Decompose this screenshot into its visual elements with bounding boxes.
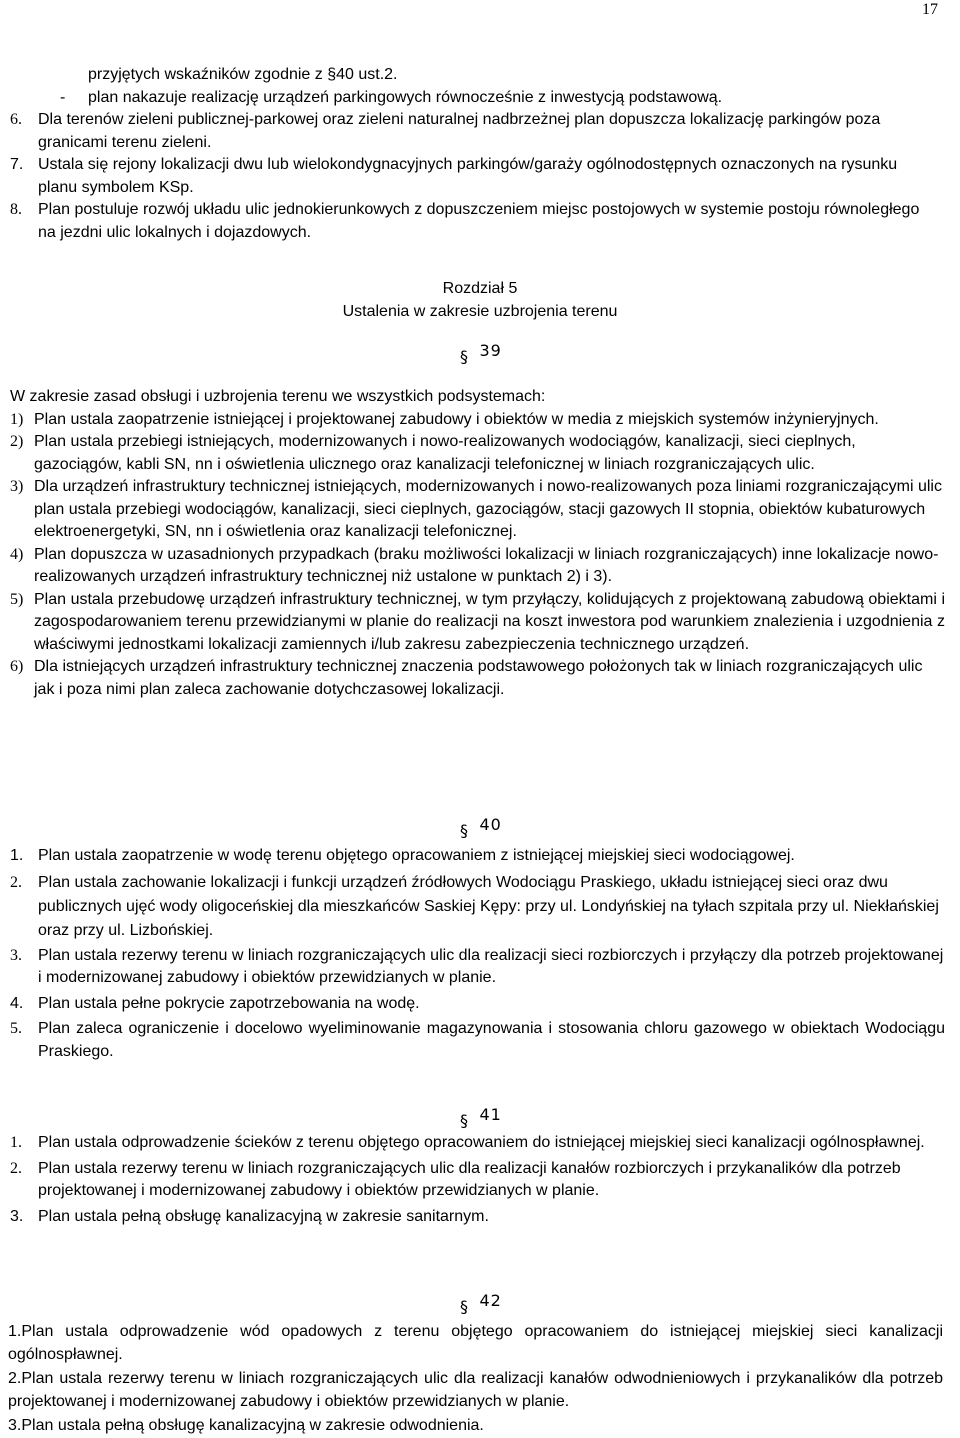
continuation-line: przyjętych wskaźników zgodnie z §40 ust.2. — [88, 66, 398, 83]
list-item-text: Plan ustala odprowadzenie ścieków z terenu objętego opracowaniem do istniejącej miejskiej sieci kanalizacji ogólnospławnej. — [38, 1134, 925, 1151]
list-item-text: Plan ustala rezerwy terenu w liniach rozgraniczających ulic dla realizacji sieci rozbiorczych i przyłączy dla potrzeb projektowanej i modernizowanej zabudowy i obiektów przewidzianych w planie. — [38, 946, 944, 986]
list-item — [10, 993, 945, 1016]
section-number: 41 — [479, 1105, 502, 1124]
page-number: 17 — [922, 1, 938, 18]
section-sign-icon: § — [460, 1111, 469, 1130]
section-41-body — [10, 1132, 945, 1228]
list-item-text: Ustala się rejony lokalizacji dwu lub wielokondygnacyjnych parkingów/garaży ogólnodostępnych oznaczonych na rysunku planu symbolem KSp. — [38, 156, 898, 196]
list-item — [10, 589, 945, 657]
list-item-text: Dla istniejących urządzeń infrastruktury technicznej znaczenia podstawowego położonych tak w liniach rozgraniczających ulic jak i poza nimi plan zaleca zachowanie dotychczasowej lokalizacji. — [34, 658, 923, 698]
list-item-text: Plan dopuszcza w uzasadnionych przypadkach (braku możliwości lokalizacji w liniach rozgraniczających) inne lokalizacje nowo-realizowanych urządzeń infrastruktury technicznej niż ustalone w punktach 2) i 3). — [34, 545, 939, 585]
section-heading-41 — [460, 1104, 502, 1128]
list-item — [10, 409, 945, 432]
paragraph: 2.Plan ustala rezerwy terenu w liniach rozgraniczających ulic dla realizacji kanałów odwodnieniowych i przykanalików dla potrzeb projektowanej i modernizowanej zabudowy i obiektów przewidzianych w planie. — [8, 1370, 943, 1410]
list-item — [10, 1206, 945, 1229]
list-item-number: 3. — [10, 1207, 24, 1225]
list-item-text: Dla terenów zieleni publicznej-parkowej oraz zieleni naturalnej nadbrzeżnej plan dopuszcza lokalizację parkingów poza granicami terenu zieleni. — [38, 111, 881, 151]
list-item — [10, 656, 945, 701]
section-intro: W zakresie zasad obsługi i uzbrojenia terenu we wszystkich podsystemach: — [10, 388, 546, 405]
section-sign-icon: § — [460, 347, 469, 366]
section-sign-icon: § — [460, 1297, 469, 1316]
list-item-number: 7. — [10, 156, 24, 173]
list-item-text: Plan ustala przebiegi istniejących, modernizowanych i nowo-realizowanych wodociągów, kanalizacji, sieci cieplnych, gazociągów, kabli SN, nn i oświetlenia ulicznego oraz kanalizacji telefonicznej w liniach rozgraniczających ulic. — [34, 433, 856, 473]
list-item-text: Plan postuluje rozwój układu ulic jednokierunkowych z dopuszczeniem miejsc postojowych w systemie postoju równoległego na jezdni ulic lokalnych i dojazdowych. — [38, 201, 920, 241]
list-item-number: 4. — [10, 994, 24, 1012]
list-item-number: 6) — [10, 658, 24, 675]
list-item-text: Plan zaleca ograniczenie i docelowo wyeliminowanie magazynowania i stosowania chloru gazowego w obiektach Wodociągu Praskiego. — [38, 1020, 945, 1060]
list-item-text: Plan ustala pełną obsługę kanalizacyjną w zakresie sanitarnym. — [38, 1207, 489, 1225]
dash-marker: - — [60, 88, 66, 106]
list-item — [10, 199, 940, 244]
list-item — [10, 1158, 945, 1203]
list-item — [10, 544, 945, 589]
list-item-number: 1. — [10, 847, 24, 864]
paragraph: 1.Plan ustala odprowadzenie wód opadowych z terenu objętego opracowaniem do istniejącej miejskiej sieci kanalizacji ogólnospławnej. — [8, 1323, 943, 1363]
list-item — [10, 1132, 945, 1155]
list-item-text: Plan ustala przebudowę urządzeń infrastruktury technicznej, w tym przyłączy, kolidujących z projektowaną zabudową obiektami i zagospodarowaniem terenu przewidzianymi w planie do realizacji na koszt inwestora pod warunkiem znalezienia i uzgodnienia z właściwymi jednostkami lokalizacji zamiennych i/lub zakresu zabezpieczenia technicznego urządzeń. — [34, 590, 945, 653]
list-item-number: 3) — [10, 478, 24, 495]
list-item-number: 2. — [10, 873, 22, 891]
list-item-number: 1) — [10, 410, 24, 428]
list-item — [10, 476, 945, 544]
section-number: 39 — [479, 341, 502, 360]
section-heading-39 — [460, 340, 502, 364]
list-item-text: Plan ustala rezerwy terenu w liniach rozgraniczających ulic dla realizacji kanałów rozbiorczych i przykanalików dla potrzeb projektowanej i modernizowanej zabudowy i obiektów przewidzianych w planie. — [38, 1159, 901, 1199]
section-number: 42 — [479, 1291, 502, 1310]
section-heading-40 — [460, 814, 502, 838]
section-heading-42 — [460, 1290, 502, 1314]
list-item-number: 6. — [10, 111, 22, 128]
dash-item-text: plan nakazuje realizację urządzeń parkingowych równocześnie z inwestycją podstawową. — [88, 88, 723, 106]
section-sign-icon: § — [460, 821, 469, 840]
chapter-title: Rozdział 5 — [442, 280, 518, 297]
list-item — [10, 871, 945, 943]
list-item-text: Plan ustala pełne pokrycie zapotrzebowania na wodę. — [38, 994, 420, 1012]
list-item — [10, 1018, 945, 1063]
list-item-text: Plan ustala zachowanie lokalizacji i funkcji urządzeń źródłowych Wodociągu Praskiego, układu istniejącej sieci oraz dwu publicznych ujęć wody oligoceńskiej dla mieszkańców Saskiej Kępy: przy ul. Londyńskiej na tyłach szpitala przy ul. Niekłańskiej oraz przy ul. Lizbońskiej. — [38, 873, 939, 939]
chapter-subtitle: Ustalenia w zakresie uzbrojenia terenu — [342, 302, 618, 320]
chapter-heading — [0, 278, 960, 323]
list-item-text: Plan ustala zaopatrzenie w wodę terenu objętego opracowaniem z istniejącej miejskiej sieci wodociągowej. — [38, 847, 795, 864]
list-item-number: 8. — [10, 201, 22, 218]
list-item-number: 3. — [10, 946, 22, 964]
list-item-number: 4) — [10, 545, 24, 563]
list-item-number: 1. — [10, 1134, 22, 1151]
list-item — [10, 154, 940, 199]
list-item — [10, 431, 945, 476]
list-item — [10, 945, 945, 990]
list-item — [10, 845, 945, 868]
paragraph: 3.Plan ustala pełną obsługę kanalizacyjną w zakresie odwodnienia. — [8, 1417, 484, 1434]
section-40-body — [10, 845, 945, 1063]
list-item-text: Dla urządzeń infrastruktury technicznej istniejących, modernizowanych i nowo-realizowanych poza liniami rozgraniczającymi ulic plan ustala przebiegi wodociągów, kanalizacji, sieci cieplnych, gazociągów, stacji gazowych II stopnia, obiektów kubaturowych elektroenergetyki, SN, nn i oświetlenia oraz kanalizacji telefonicznej. — [34, 478, 942, 540]
dash-list-item — [10, 87, 940, 110]
list-item-text: Plan ustala zaopatrzenie istniejącej i projektowanej zabudowy i obiektów w media z miejskich systemów inżynieryjnych. — [34, 410, 879, 428]
list-item-number: 5. — [10, 1020, 22, 1037]
section-number: 40 — [479, 815, 502, 834]
section-39-body — [10, 386, 945, 701]
list-item — [10, 109, 940, 154]
section-42-body — [8, 1321, 943, 1438]
list-item-number: 2. — [10, 1159, 22, 1177]
list-item-number: 2) — [10, 433, 24, 450]
top-section — [10, 64, 940, 244]
list-item-number: 5) — [10, 590, 24, 608]
